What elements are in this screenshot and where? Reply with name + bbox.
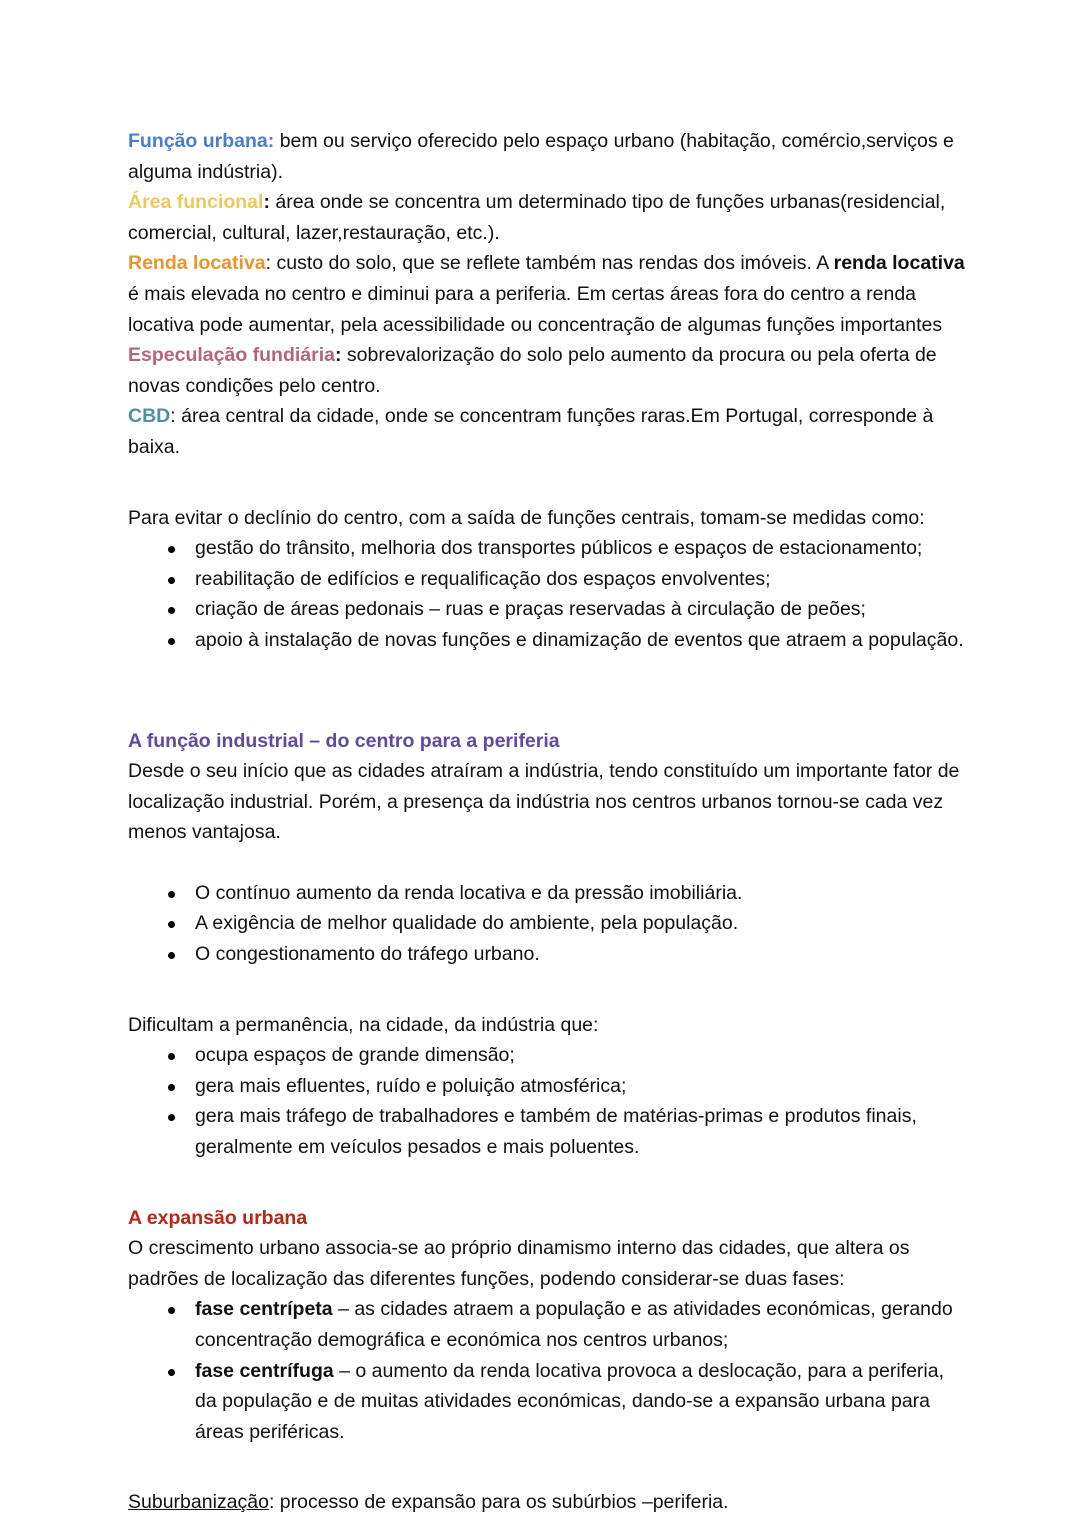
list-item: gestão do trânsito, melhoria dos transportes públicos e espaços de estacionamento; [128, 533, 968, 564]
term-renda-locativa: Renda locativa [128, 252, 266, 275]
list-item: A exigência de melhor qualidade do ambiente, pela população. [128, 908, 968, 939]
definition-text-part1: custo do solo, que se reflete também nas rendas dos imóveis. A [276, 252, 834, 275]
term-suburbanizacao: Suburbanização [128, 1491, 269, 1514]
heading-expansao-urbana: A expansão urbana [128, 1206, 308, 1229]
definition-text: sobrevalorização do solo pelo aumento da procura ou pela oferta de novas condições pelo centro. [128, 344, 937, 397]
definition-funcao-urbana [128, 126, 968, 187]
term-separator: : [265, 252, 277, 275]
decline-measures-list [128, 533, 968, 655]
list-item: O congestionamento do tráfego urbano. [128, 939, 968, 970]
term-cbd: CBD [128, 405, 171, 428]
list-item [128, 1356, 968, 1448]
term-especulacao-fundiaria: Especulação fundiária [128, 344, 335, 367]
list-item: gera mais efluentes, ruído e poluição atmosférica; [128, 1071, 968, 1102]
list-item: gera mais tráfego de trabalhadores e também de matérias-primas e produtos finais, geralmente em veículos pesados e mais poluentes. [128, 1101, 968, 1162]
expansion-phases-list [128, 1294, 968, 1447]
industrial-difficulties-list [128, 1040, 968, 1162]
list-item: ocupa espaços de grande dimensão; [128, 1040, 968, 1071]
term-area-funcional: Área funcional [128, 191, 264, 214]
heading-funcao-industrial: A função industrial – do centro para a periferia [128, 729, 560, 752]
phase-label: fase centrípeta [195, 1298, 333, 1321]
phase-description: – as cidades atraem a população e as atividades económicas, gerando concentração demográfica e económica nos centros urbanos; [195, 1298, 953, 1351]
definition-text: área central da cidade, onde se concentram funções raras.Em Portugal, corresponde à baixa. [128, 405, 934, 458]
definition-renda-locativa [128, 248, 968, 340]
expansion-intro-paragraph: O crescimento urbano associa-se ao próprio dinamismo interno das cidades, que altera os padrões de localização das diferentes funções, podendo considerar-se duas fases: [128, 1237, 910, 1290]
definition-text: bem ou serviço oferecido pelo espaço urbano (habitação, comércio,serviços e alguma indústria). [128, 130, 954, 183]
list-item: criação de áreas pedonais – ruas e praças reservadas à circulação de peões; [128, 594, 968, 625]
phase-label: fase centrífuga [195, 1359, 334, 1382]
definition-text: processo de expansão para os subúrbios –periferia. [279, 1491, 729, 1514]
term-separator: : [335, 344, 347, 367]
list-item: reabilitação de edifícios e requalificação dos espaços envolventes; [128, 564, 968, 595]
document-body [128, 126, 968, 1518]
term-separator: : [268, 1491, 280, 1514]
list-item: apoio à instalação de novas funções e dinamização de eventos que atraem a população. [128, 625, 968, 656]
industrial-factors-list [128, 878, 968, 970]
decline-intro-paragraph: Para evitar o declínio do centro, com a saída de funções centrais, tomam-se medidas como: [128, 506, 925, 529]
definition-text: área onde se concentra um determinado tipo de funções urbanas(residencial, comercial, cultural, lazer,restauração, etc.). [128, 191, 946, 244]
term-separator: : [267, 130, 280, 152]
list-item [128, 1294, 968, 1355]
emphasis-renda-locativa: renda locativa [833, 252, 965, 275]
spacer [128, 848, 968, 878]
term-separator: : [263, 191, 276, 214]
term-separator: : [170, 405, 182, 428]
definition-area-funcional [128, 187, 968, 248]
spacer [128, 463, 968, 503]
difficulty-intro-paragraph: Dificultam a permanência, na cidade, da indústria que: [128, 1013, 599, 1036]
spacer [128, 970, 968, 1010]
list-item: O contínuo aumento da renda locativa e da pressão imobiliária. [128, 878, 968, 909]
definition-especulacao-fundiaria [128, 340, 968, 401]
spacer [128, 1447, 968, 1487]
definition-text-part2: é mais elevada no centro e diminui para a periferia. Em certas áreas fora do centro a renda locativa pode aumentar, pela acessibilidade ou concentração de algumas funções importantes [128, 282, 943, 336]
definition-suburbanizacao [128, 1487, 968, 1518]
spacer [128, 656, 968, 726]
industrial-intro-paragraph: Desde o seu início que as cidades atraíram a indústria, tendo constituído um importante fator de localização industrial. Porém, a presença da indústria nos centros urbanos tornou-se cada vez menos vantajosa. [128, 760, 960, 844]
term-funcao-urbana: Função urbana [128, 130, 268, 152]
phase-description: – o aumento da renda locativa provoca a deslocação, para a periferia, da população e de muitas atividades económicas, dando-se a expansão urbana para áreas periféricas. [195, 1359, 945, 1443]
spacer [128, 1163, 968, 1203]
definition-cbd [128, 401, 968, 462]
